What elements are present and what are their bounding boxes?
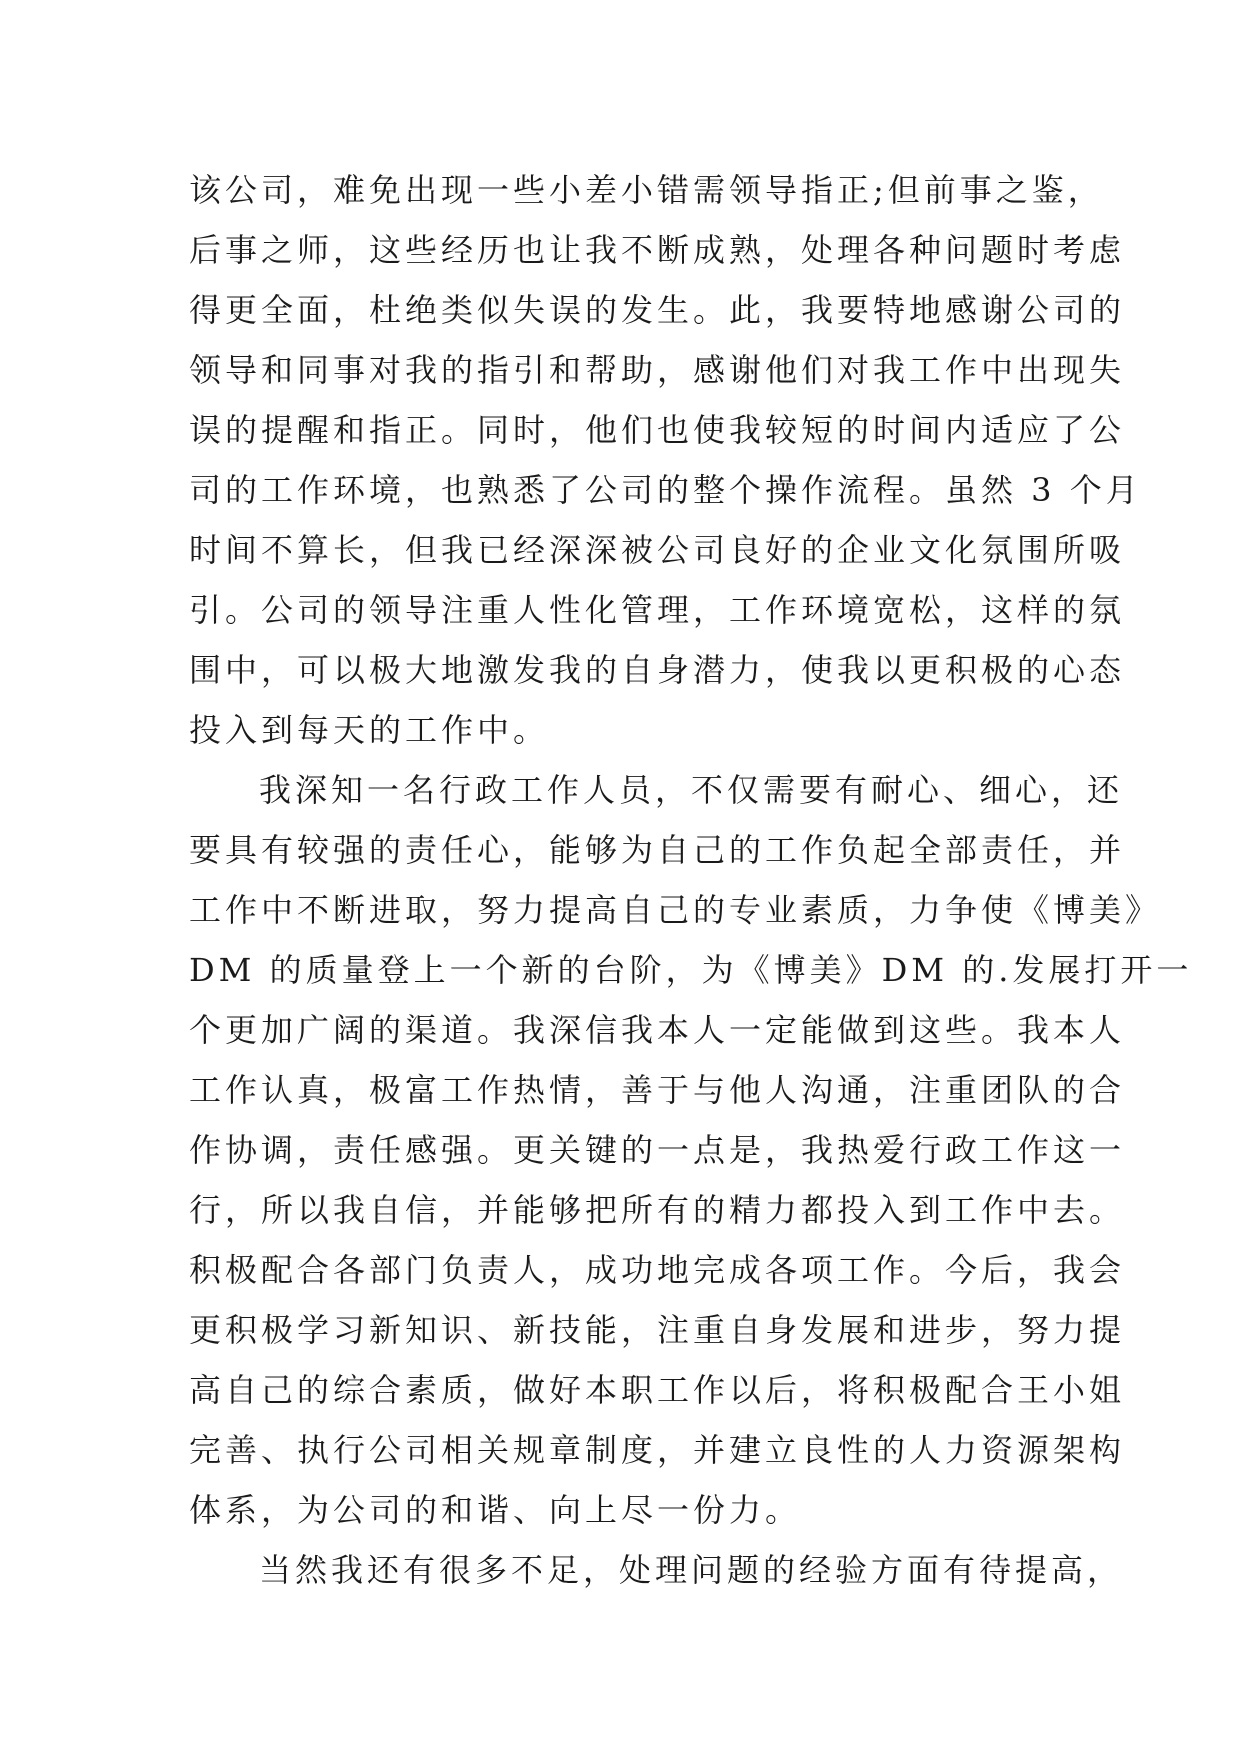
text-line: 积极配合各部门负责人，成功地完成各项工作。今后，我会 (189, 1251, 1126, 1289)
text-line: 要具有较强的责任心，能够为自己的工作负起全部责任，并 (189, 831, 1126, 869)
text-line: 作协调，责任感强。更关键的一点是，我热爱行政工作这一 (189, 1131, 1126, 1169)
text-line: 后事之师，这些经历也让我不断成熟，处理各种问题时考虑 (189, 231, 1126, 269)
text-line: 领导和同事对我的指引和帮助，感谢他们对我工作中出现失 (189, 351, 1126, 389)
text-line: 该公司，难免出现一些小差小错需领导指正;但前事之鉴， (189, 171, 1104, 209)
text-line: 完善、执行公司相关规章制度，并建立良性的人力资源架构 (189, 1431, 1126, 1469)
text-line: 个更加广阔的渠道。我深信我本人一定能做到这些。我本人 (189, 1011, 1126, 1049)
text-line: 工作认真，极富工作热情，善于与他人沟通，注重团队的合 (189, 1071, 1126, 1109)
text-line: 高自己的综合素质，做好本职工作以后，将积极配合王小姐 (189, 1371, 1126, 1409)
paragraph-start-line: 我深知一名行政工作人员，不仅需要有耐心、细心，还 (259, 771, 1124, 809)
text-line: 体系，为公司的和谐、向上尽一份力。 (189, 1491, 802, 1529)
text-line: DM 的质量登上一个新的台阶，为《博美》DM 的.发展打开一 (189, 951, 1193, 989)
paragraph-start-line: 当然我还有很多不足，处理问题的经验方面有待提高， (259, 1551, 1124, 1589)
text-line: 司的工作环境，也熟悉了公司的整个操作流程。虽然 3 个月 (189, 471, 1142, 509)
text-line: 引。公司的领导注重人性化管理，工作环境宽松，这样的氛 (189, 591, 1126, 629)
text-line: 工作中不断进取，努力提高自己的专业素质，力争使《博美》 (189, 891, 1162, 929)
body-text (189, 160, 1193, 1600)
text-line: 得更全面，杜绝类似失误的发生。此，我要特地感谢公司的 (189, 291, 1126, 329)
text-line: 围中，可以极大地激发我的自身潜力，使我以更积极的心态 (189, 651, 1126, 689)
text-line: 误的提醒和指正。同时，他们也使我较短的时间内适应了公 (189, 411, 1126, 449)
text-line: 更积极学习新知识、新技能，注重自身发展和进步，努力提 (189, 1311, 1126, 1349)
text-line: 行，所以我自信，并能够把所有的精力都投入到工作中去。 (189, 1191, 1126, 1229)
text-line: 时间不算长，但我已经深深被公司良好的企业文化氛围所吸 (189, 531, 1126, 569)
text-line: 投入到每天的工作中。 (189, 711, 550, 749)
